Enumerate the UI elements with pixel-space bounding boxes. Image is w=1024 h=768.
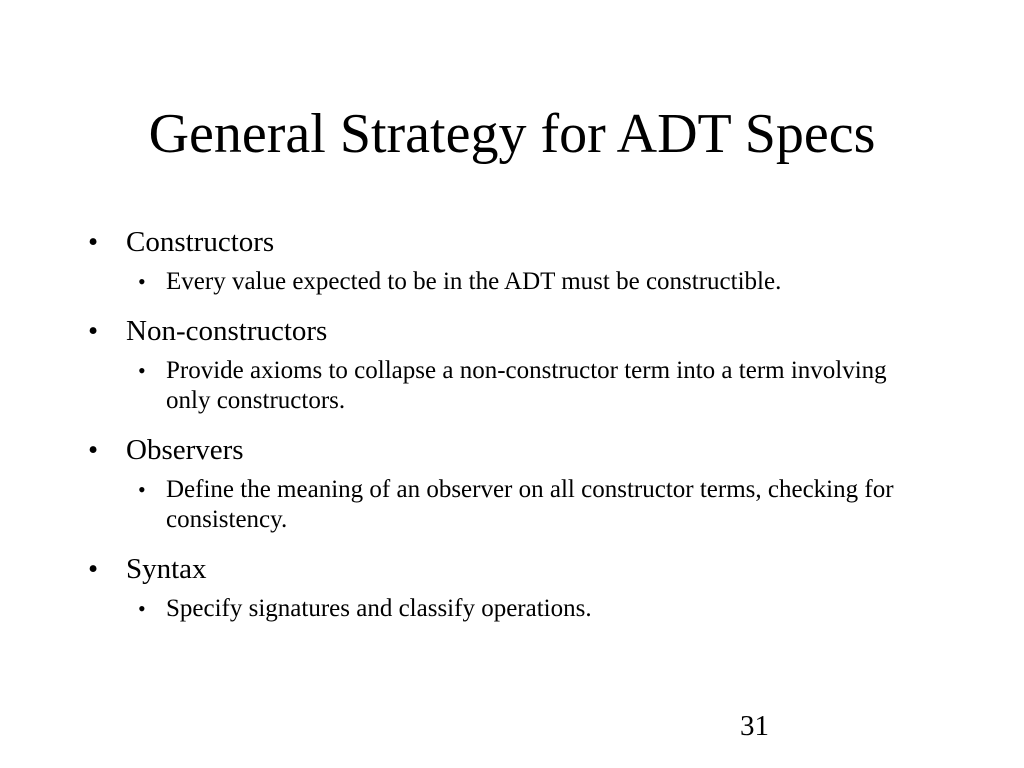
sub-bullet-item — [132, 356, 926, 416]
bullet-heading: Observers — [126, 434, 244, 466]
sub-bullet-text: Provide axioms to collapse a non-constructor term into a term involving only constructors. — [166, 357, 887, 414]
sub-bullet-list — [132, 594, 968, 624]
bullet-list — [88, 222, 968, 624]
sub-bullet-item — [132, 594, 926, 624]
bullet-heading: Non-constructors — [126, 315, 328, 347]
bullet-icon: • — [88, 553, 99, 585]
bullet-icon: • — [88, 434, 99, 466]
sub-bullet-icon: • — [138, 596, 146, 621]
sub-bullet-text: Every value expected to be in the ADT must be constructible. — [166, 268, 782, 295]
sub-bullet-text: Define the meaning of an observer on all constructor terms, checking for consistency. — [166, 476, 894, 533]
bullet-icon: • — [88, 226, 99, 258]
sub-bullet-list — [132, 356, 968, 416]
bullet-heading: Constructors — [126, 226, 275, 258]
slide-title: General Strategy for ADT Specs — [148, 103, 876, 165]
page-number: 31 — [740, 710, 769, 742]
bullet-icon: • — [88, 315, 99, 347]
sub-bullet-list — [132, 475, 968, 535]
sub-bullet-icon: • — [138, 358, 146, 383]
sub-bullet-item — [132, 475, 926, 535]
sub-bullet-icon: • — [138, 477, 146, 502]
bullet-item-constructors — [88, 222, 968, 297]
bullet-item-non-constructors — [88, 311, 968, 416]
bullet-item-syntax — [88, 549, 968, 624]
bullet-item-observers — [88, 430, 968, 535]
sub-bullet-text: Specify signatures and classify operations. — [166, 595, 592, 622]
bullet-heading: Syntax — [126, 553, 207, 585]
sub-bullet-item — [132, 267, 926, 297]
sub-bullet-icon: • — [138, 269, 146, 294]
sub-bullet-list — [132, 267, 968, 297]
